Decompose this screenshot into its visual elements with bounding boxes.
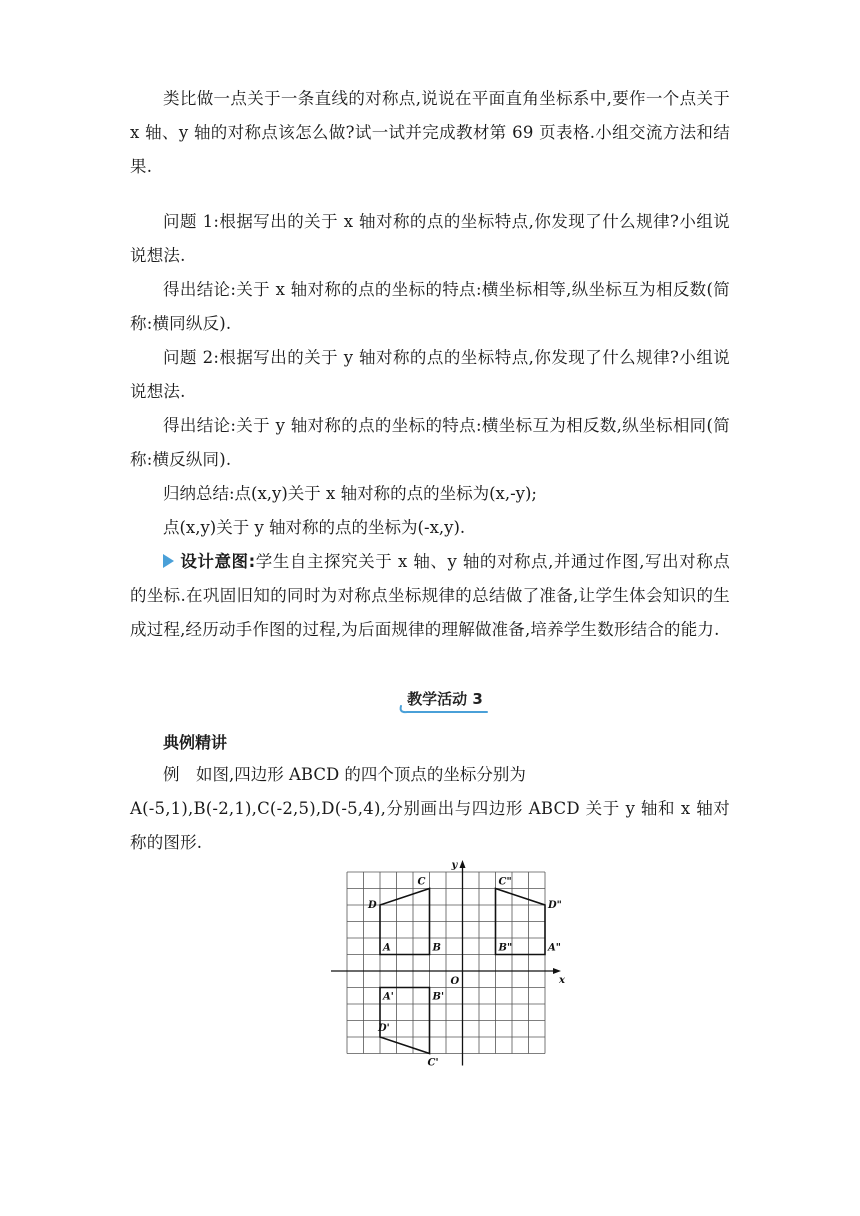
paragraph-analogy: 类比做一点关于一条直线的对称点,说说在平面直角坐标系中,要作一个点关于 x 轴、y 轴的对称点该怎么做?试一试并完成教材第 69 页表格.小组交流方法和结果. bbox=[130, 89, 730, 176]
activity-badge bbox=[395, 686, 495, 716]
section-heading: 典例精讲 bbox=[163, 733, 228, 752]
x-axis-arrow bbox=[553, 968, 561, 974]
play-triangle-icon bbox=[163, 554, 174, 568]
point-label: D bbox=[368, 900, 377, 911]
x-axis-label: x bbox=[559, 975, 565, 986]
point-label: B' bbox=[432, 991, 445, 1003]
point-label: A" bbox=[548, 942, 561, 954]
point-label: C" bbox=[498, 876, 512, 888]
point-label: D' bbox=[378, 1023, 390, 1034]
origin-label: O bbox=[450, 976, 460, 987]
point-label: A bbox=[383, 942, 391, 954]
point-label: B" bbox=[498, 942, 513, 954]
paragraph-conclusion-x: 得出结论:关于 x 轴对称的点的坐标的特点:横坐标相等,纵坐标互为相反数(简称:横同纵反). bbox=[130, 280, 730, 333]
y-axis-label: y bbox=[451, 860, 458, 871]
point-label: D" bbox=[548, 900, 562, 911]
point-label: B bbox=[432, 942, 441, 954]
point-label: A' bbox=[383, 991, 394, 1003]
design-intent bbox=[130, 545, 730, 647]
coordinate-figure bbox=[325, 860, 565, 1069]
paragraph-question-2: 问题 2:根据写出的关于 y 轴对称的点的坐标特点,你发现了什么规律?小组说说想法. bbox=[130, 348, 730, 401]
example-line-1: 例 如图,四边形 ABCD 的四个顶点的坐标分别为 bbox=[163, 765, 526, 784]
paragraph-summary-x: 归纳总结:点(x,y)关于 x 轴对称的点的坐标为(x,-y); bbox=[163, 484, 537, 503]
y-axis-arrow bbox=[460, 860, 466, 868]
design-intent-label: 设计意图: bbox=[180, 552, 256, 571]
point-label: C' bbox=[427, 1057, 439, 1069]
paragraph-summary-y: 点(x,y)关于 y 轴对称的点的坐标为(-x,y). bbox=[163, 518, 466, 537]
design-intent-text: 学生自主探究关于 x 轴、y 轴的对称点,并通过作图,写出对称点的坐标.在巩固旧知的同时为对称点坐标规律的总结做了准备,让学生体会知识的生成过程,经历动手作图的过程,为后面规律的理解做准备,培养学生数形结合的能力. bbox=[130, 552, 730, 639]
activity-title: 教学活动 3 bbox=[407, 690, 483, 708]
paragraph-question-1: 问题 1:根据写出的关于 x 轴对称的点的坐标特点,你发现了什么规律?小组说说想法. bbox=[130, 212, 730, 265]
paragraph-conclusion-y: 得出结论:关于 y 轴对称的点的坐标的特点:横坐标互为相反数,纵坐标相同(简称:横反纵同). bbox=[130, 416, 730, 469]
point-label: C bbox=[417, 876, 426, 888]
example-line-2: A(-5,1),B(-2,1),C(-2,5),D(-5,4),分别画出与四边形 ABCD 关于 y 轴和 x 轴对称的图形. bbox=[130, 799, 730, 852]
